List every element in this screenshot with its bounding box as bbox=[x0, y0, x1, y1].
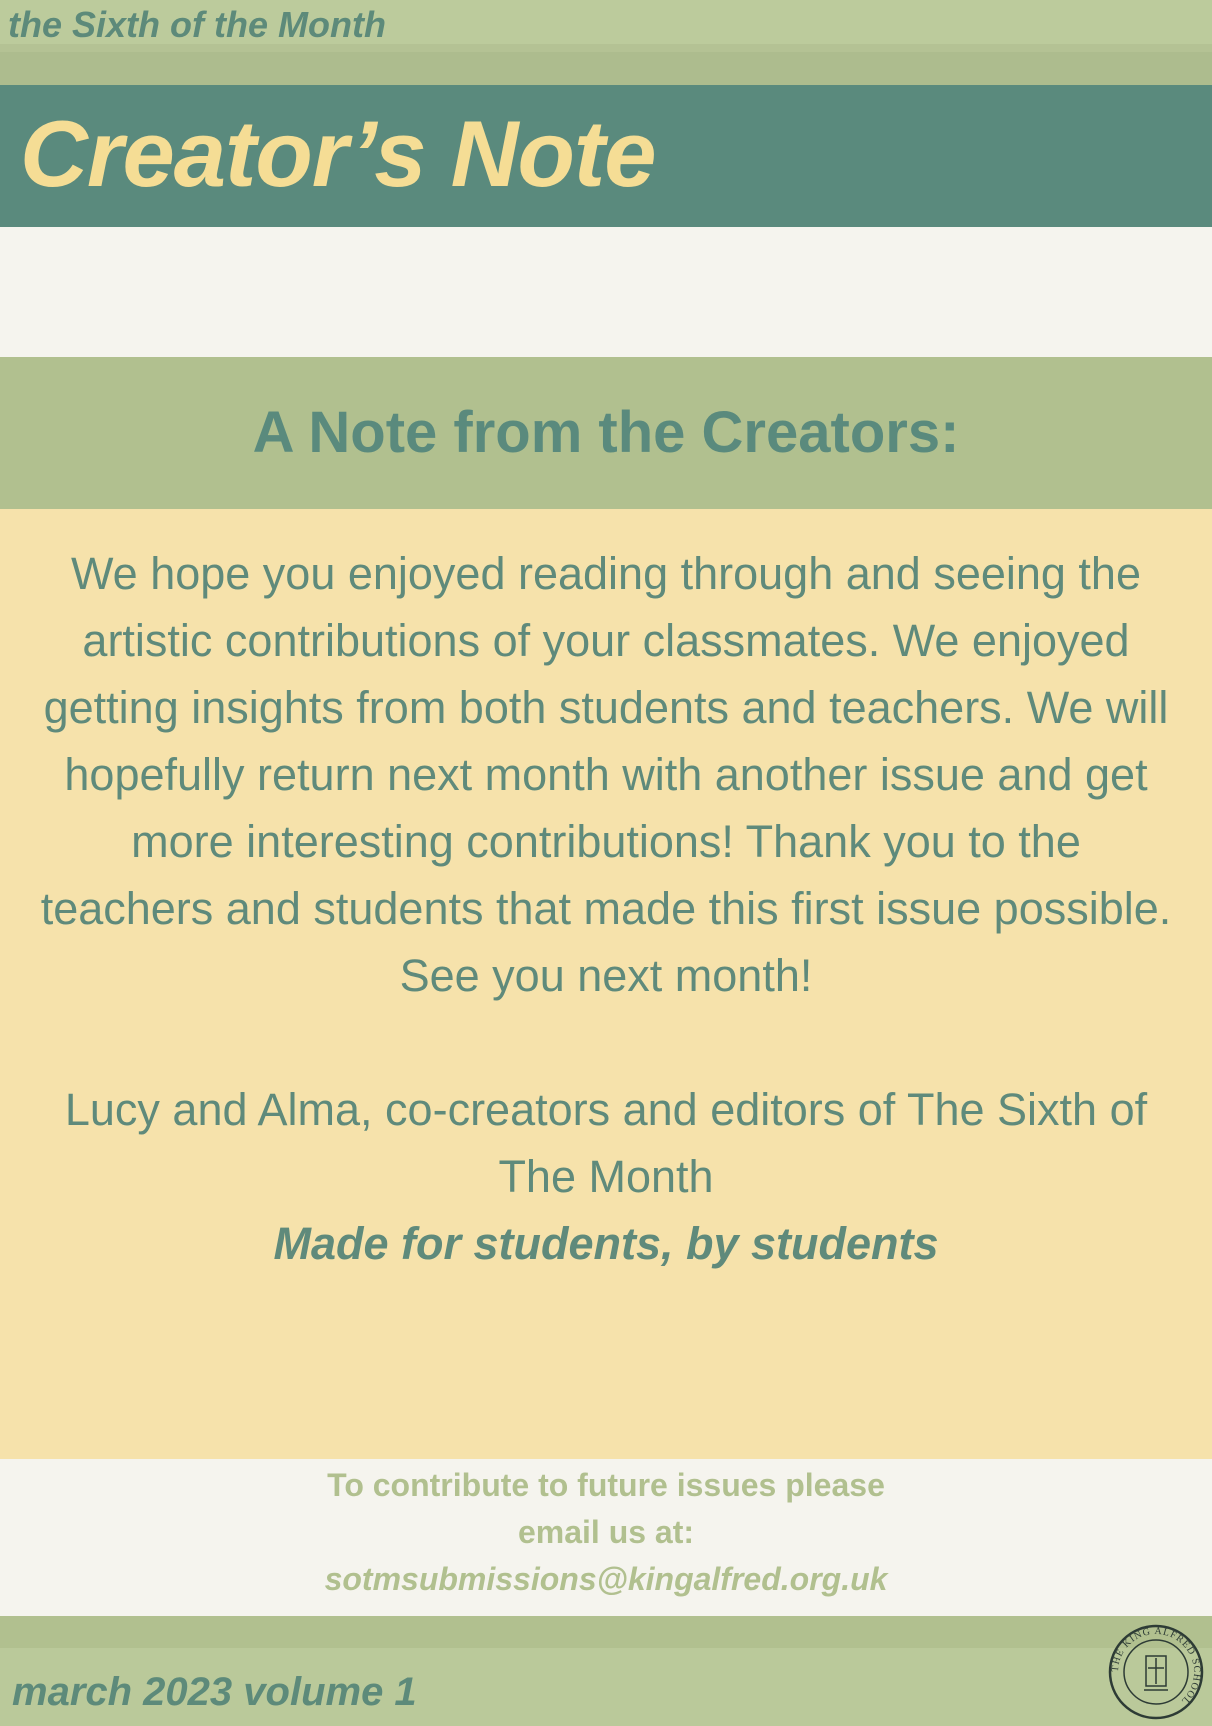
note-spacer bbox=[40, 1009, 1172, 1076]
contact-email-link[interactable]: sotmsubmissions@kingalfred.org.uk bbox=[324, 1561, 888, 1597]
contact-info bbox=[0, 1462, 1212, 1603]
spacer-band bbox=[0, 227, 1212, 357]
issue-name: the Sixth of the Month bbox=[8, 4, 386, 45]
school-seal-icon bbox=[1106, 1622, 1206, 1722]
seal-text: THE KING ALFRED SCHOOL bbox=[1109, 1625, 1203, 1707]
contact-line-1: To contribute to future issues please bbox=[327, 1467, 885, 1503]
contact-line-2: email us at: bbox=[517, 1514, 695, 1550]
page-title: Creator’s Note bbox=[20, 101, 656, 206]
note-heading: A Note from the Creators: bbox=[252, 400, 960, 465]
note-body: We hope you enjoyed reading through and seeing the artistic contributions of your classmates. We enjoyed getting insights from both students and teachers. We will hopefully return next month with another issue and get more interesting contributions! Thank you to the teachers and students that made this first issue possible. bbox=[40, 548, 1172, 934]
note-farewell: See you next month! bbox=[399, 950, 813, 1001]
note-text bbox=[40, 540, 1172, 1277]
note-signature: Lucy and Alma, co-creators and editors of The Sixth of The Month bbox=[64, 1084, 1148, 1202]
note-tagline: Made for students, by students bbox=[273, 1218, 939, 1269]
volume-label: march 2023 volume 1 bbox=[12, 1670, 417, 1714]
top-strip-lower-band bbox=[0, 52, 1212, 85]
